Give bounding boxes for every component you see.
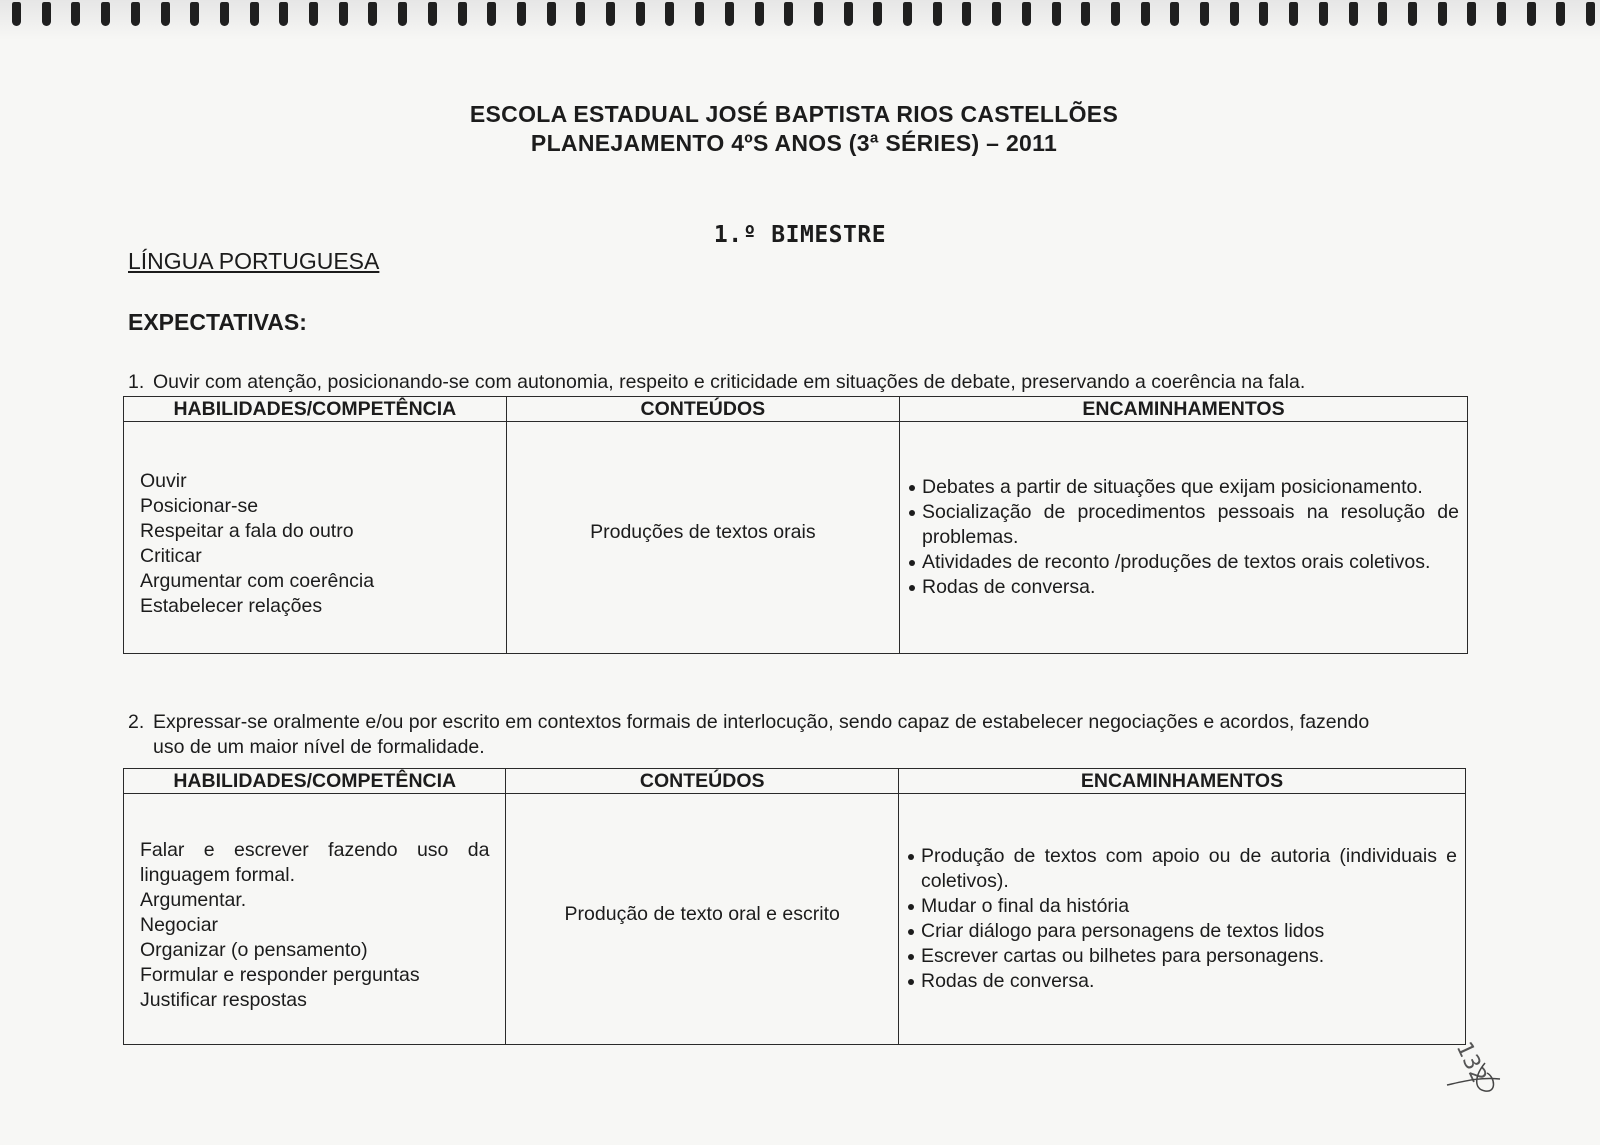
spiral-ring <box>1586 2 1595 26</box>
routes-cell <box>898 794 1465 1045</box>
spiral-ring <box>725 2 734 26</box>
spiral-ring <box>784 2 793 26</box>
route-item: Socialização de procedimentos pessoais na resolução de problemas. <box>908 500 1459 550</box>
spiral-ring <box>1259 2 1268 26</box>
spiral-binding <box>0 0 1600 40</box>
spiral-ring <box>547 2 556 26</box>
spiral-ring <box>1052 2 1061 26</box>
skill-item: Falar e escrever fazendo uso da <box>140 838 490 861</box>
spiral-ring <box>517 2 526 26</box>
spiral-ring <box>12 2 21 26</box>
route-item: Atividades de reconto /produções de textos orais coletivos. <box>908 550 1459 575</box>
route-item: Produção de textos com apoio ou de autoria (individuais e coletivos). <box>907 844 1457 894</box>
spiral-ring <box>131 2 140 26</box>
skill-item: Respeitar a fala do outro <box>140 519 354 542</box>
expectations-heading: EXPECTATIVAS: <box>128 309 307 335</box>
spiral-ring <box>487 2 496 26</box>
plan-title: PLANEJAMENTO 4ºS ANOS (3ª SÉRIES) – 2011 <box>530 130 1058 156</box>
spiral-ring <box>636 2 645 26</box>
spiral-ring <box>368 2 377 26</box>
content-cell <box>506 422 899 654</box>
spiral-ring <box>398 2 407 26</box>
spiral-ring <box>814 2 823 26</box>
spiral-ring <box>1349 2 1358 26</box>
skills-cell <box>124 794 506 1045</box>
expectation-2 <box>128 710 1518 760</box>
skill-item: Justificar respostas <box>140 988 307 1011</box>
route-item: Rodas de conversa. <box>907 969 1457 994</box>
expectation-number: 1. <box>128 371 145 393</box>
routes-cell <box>899 422 1467 654</box>
header-skills: HABILIDADES/COMPETÊNCIA <box>124 769 506 794</box>
route-item: Escrever cartas ou bilhetes para personagens. <box>907 944 1457 969</box>
route-item: Rodas de conversa. <box>908 575 1459 600</box>
spiral-ring <box>458 2 467 26</box>
expectation-text-line-1: Expressar-se oralmente e/ou por escrito em contextos formais de interlocução, sendo capaz de estabelecer negociações e acordos, fazendo <box>153 711 1370 733</box>
content-text: Produções de textos orais <box>590 521 816 543</box>
route-item: Debates a partir de situações que exijam posicionamento. <box>908 475 1459 500</box>
spiral-ring <box>903 2 912 26</box>
spiral-ring <box>695 2 704 26</box>
header-routes: ENCAMINHAMENTOS <box>899 397 1467 422</box>
spiral-ring <box>1556 2 1565 26</box>
spiral-ring <box>339 2 348 26</box>
spiral-ring <box>1022 2 1031 26</box>
route-item: Mudar o final da história <box>907 894 1457 919</box>
skill-item: Negociar <box>140 913 219 936</box>
school-name: ESCOLA ESTADUAL JOSÉ BAPTISTA RIOS CASTELLÕES <box>469 101 1119 127</box>
route-item: Criar diálogo para personagens de textos lidos <box>907 919 1457 944</box>
expectation-1 <box>128 370 1448 395</box>
plan-table-2 <box>123 768 1466 1045</box>
spiral-ring <box>1378 2 1387 26</box>
spiral-ring <box>1200 2 1209 26</box>
spiral-ring <box>220 2 229 26</box>
spiral-ring <box>755 2 764 26</box>
spiral-ring <box>1527 2 1536 26</box>
spiral-ring <box>1230 2 1239 26</box>
spiral-ring <box>992 2 1001 26</box>
spiral-ring <box>71 2 80 26</box>
skill-item: Posicionar-se <box>140 494 259 517</box>
spiral-ring <box>933 2 942 26</box>
spiral-ring <box>250 2 259 26</box>
spiral-ring <box>1467 2 1476 26</box>
spiral-ring <box>1141 2 1150 26</box>
spiral-ring <box>1438 2 1447 26</box>
spiral-ring <box>1111 2 1120 26</box>
expectation-number: 2. <box>128 711 145 733</box>
skill-item: Ouvir <box>140 469 187 492</box>
spiral-ring <box>873 2 882 26</box>
expectation-text-line-2: uso de um maior nível de formalidade. <box>153 736 485 758</box>
spiral-ring <box>665 2 674 26</box>
skill-item: Argumentar. <box>140 888 247 911</box>
header-routes: ENCAMINHAMENTOS <box>898 769 1465 794</box>
bimestre-heading: 1.º BIMESTRE <box>713 222 887 248</box>
spiral-ring <box>1170 2 1179 26</box>
content-cell <box>506 794 899 1045</box>
handwritten-page-number: 132 <box>1450 1038 1492 1087</box>
spiral-ring <box>1319 2 1328 26</box>
header-skills: HABILIDADES/COMPETÊNCIA <box>124 397 507 422</box>
spiral-ring <box>309 2 318 26</box>
spiral-ring <box>161 2 170 26</box>
spiral-ring <box>42 2 51 26</box>
spiral-ring <box>1497 2 1506 26</box>
spiral-ring <box>844 2 853 26</box>
spiral-ring <box>428 2 437 26</box>
skill-item: linguagem formal. <box>140 863 295 886</box>
content-text: Produção de texto oral e escrito <box>564 903 840 925</box>
header-content: CONTEÚDOS <box>506 769 899 794</box>
header-content: CONTEÚDOS <box>506 397 899 422</box>
spiral-ring <box>962 2 971 26</box>
spiral-ring <box>606 2 615 26</box>
handwritten-initials <box>1445 1055 1515 1095</box>
spiral-ring <box>1289 2 1298 26</box>
spiral-ring <box>576 2 585 26</box>
skill-item: Argumentar com coerência <box>140 569 375 592</box>
spiral-ring <box>190 2 199 26</box>
subject-heading: LÍNGUA PORTUGUESA <box>128 248 380 274</box>
spiral-ring <box>1081 2 1090 26</box>
skill-item: Formular e responder perguntas <box>140 963 420 986</box>
skills-cell <box>124 422 507 654</box>
spiral-ring <box>279 2 288 26</box>
spiral-ring <box>101 2 110 26</box>
skill-item: Criticar <box>140 544 202 567</box>
plan-table-1 <box>123 396 1468 654</box>
expectation-text: Ouvir com atenção, posicionando-se com autonomia, respeito e criticidade em situações de debate, preservando a coerência na fala. <box>153 371 1306 393</box>
skill-item: Estabelecer relações <box>140 594 323 617</box>
spiral-ring <box>1408 2 1417 26</box>
skill-item: Organizar (o pensamento) <box>140 938 368 961</box>
